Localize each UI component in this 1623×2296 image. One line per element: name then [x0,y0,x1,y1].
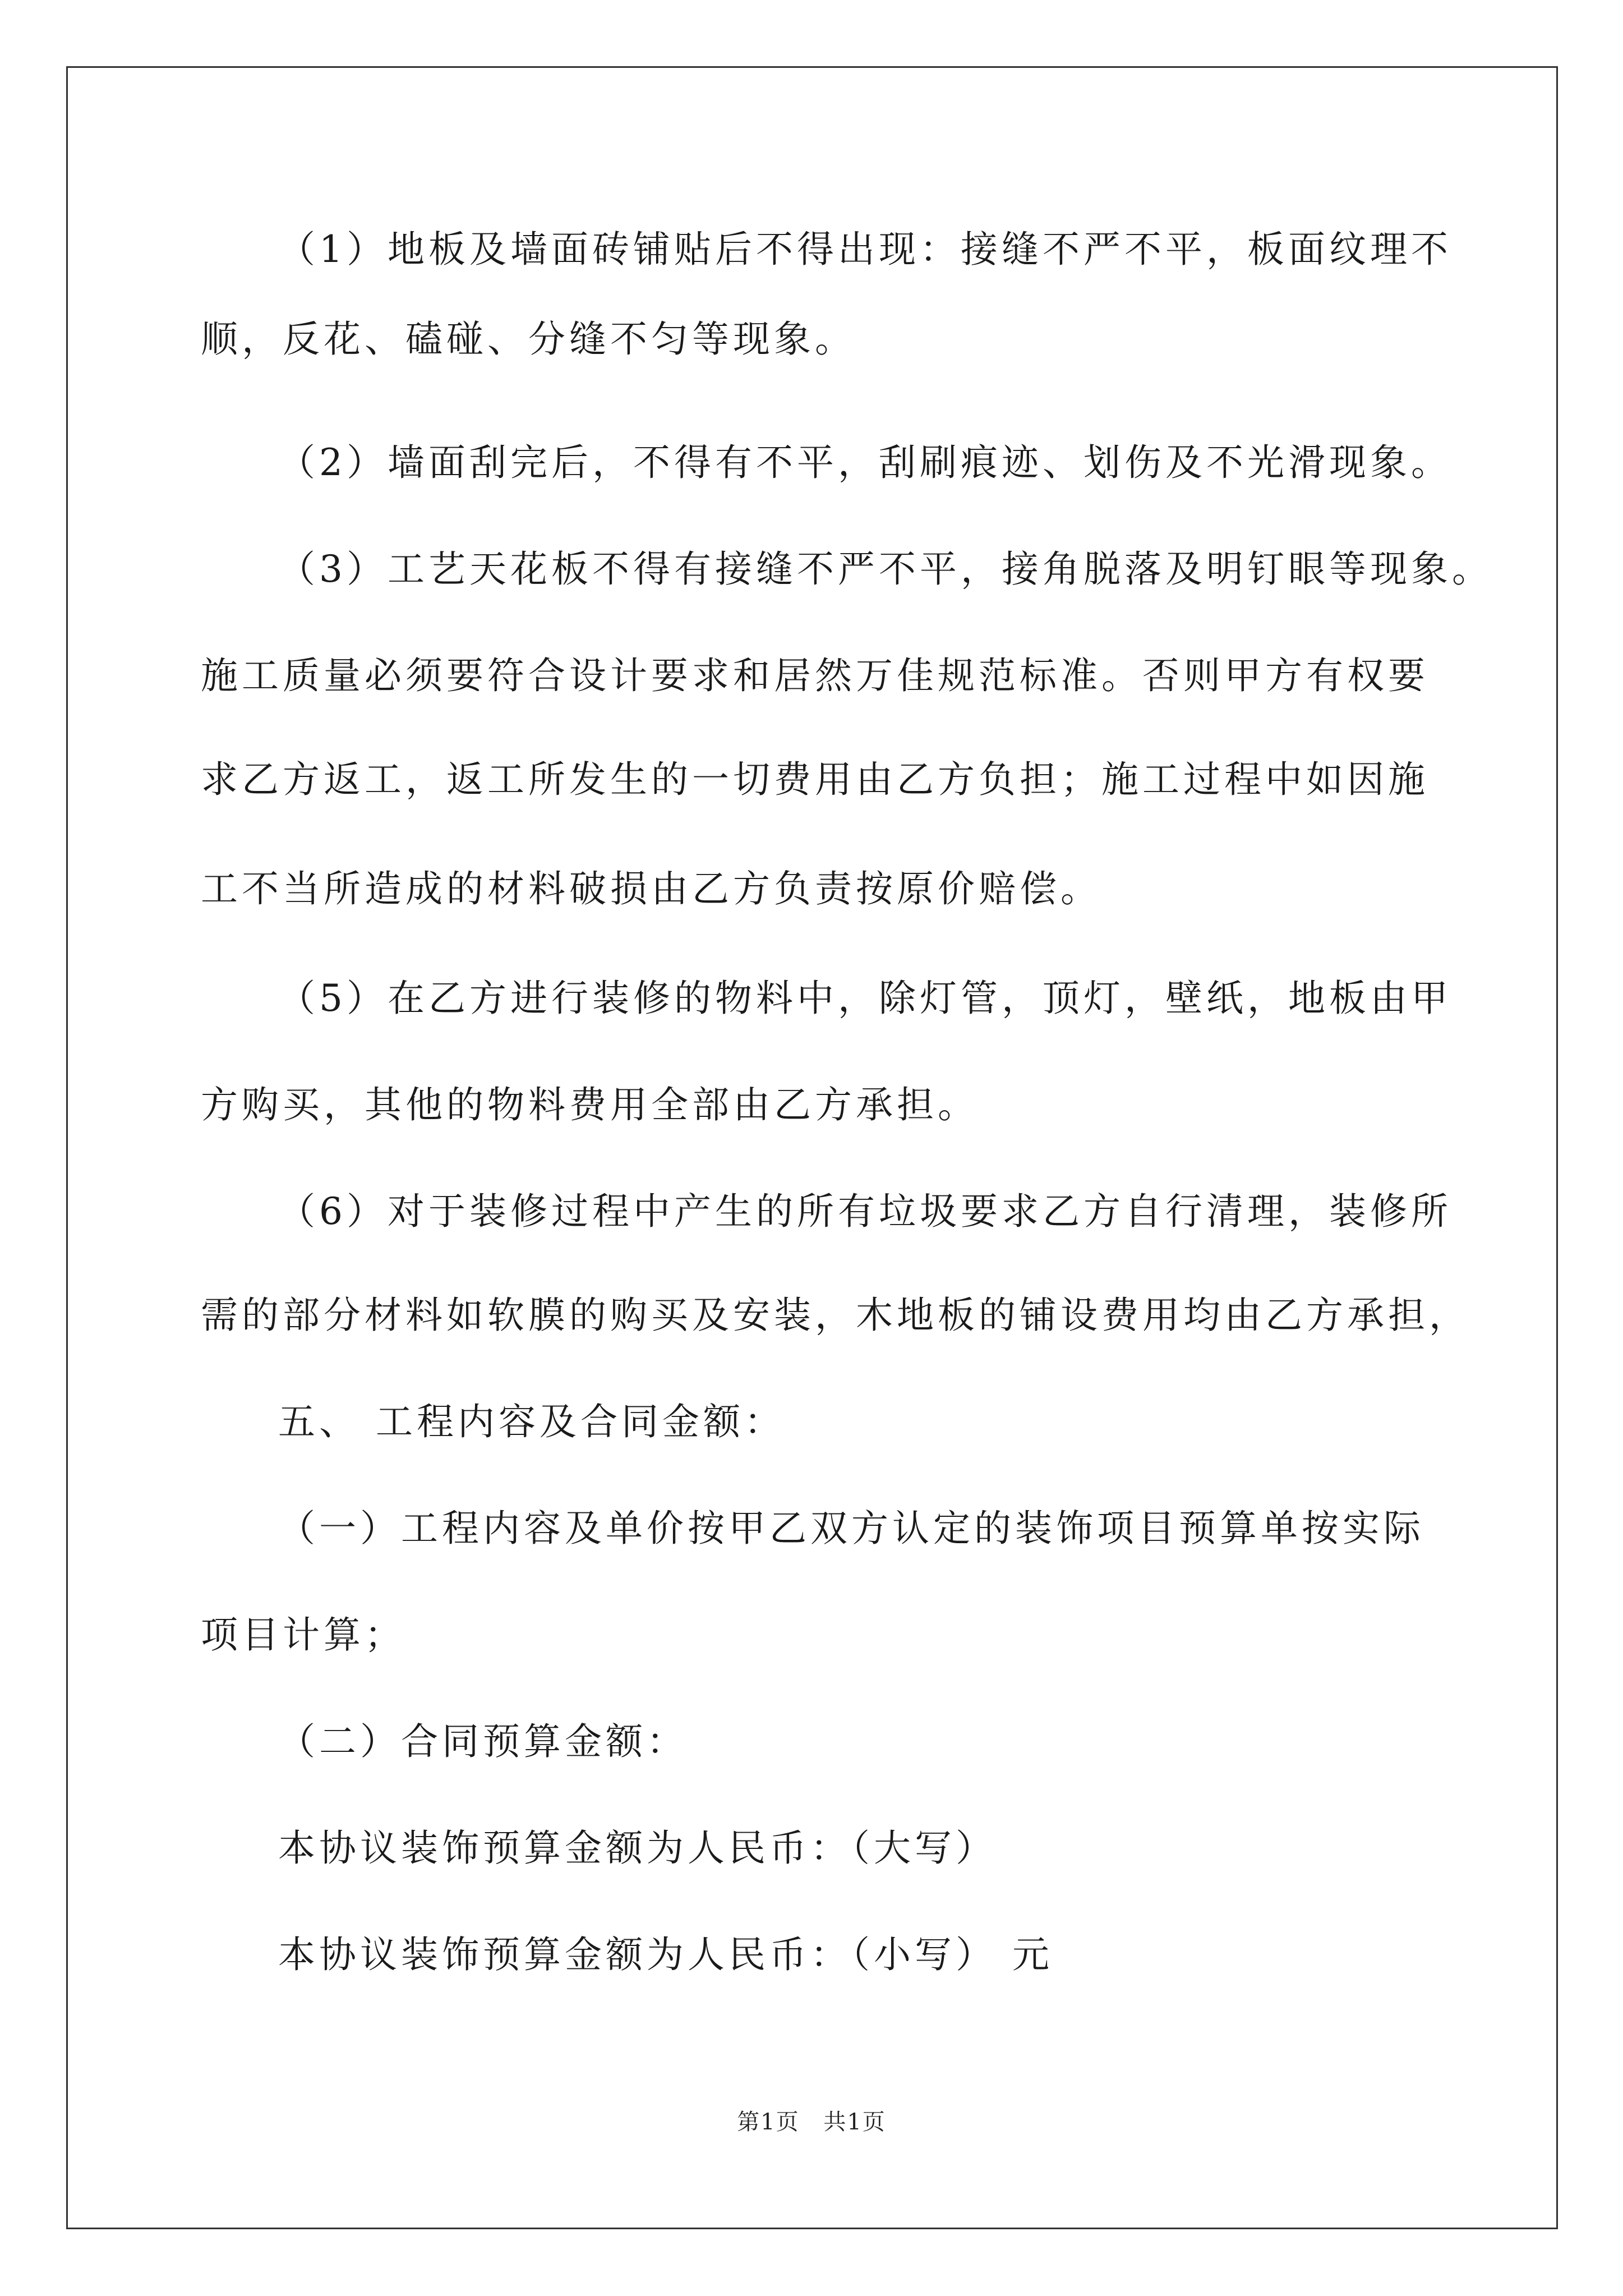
paragraph-line: （一）工程内容及单价按甲乙双方认定的装饰项目预算单按实际 [278,1507,1424,1550]
paragraph-line: （二）合同预算金额： [278,1720,688,1763]
paragraph-line: 需的部分材料如软膜的购买及安装，木地板的铺设费用均由乙方承担， [201,1294,1470,1337]
paragraph-line: 施工质量必须要符合设计要求和居然万佳规范标准。否则甲方有权要 [201,654,1429,697]
section-heading: 五、 工程内容及合同金额： [278,1400,785,1443]
paragraph-line: 求乙方返工，返工所发生的一切费用由乙方负担；施工过程中如因施 [201,758,1429,801]
page-number-current: 第1页 [737,2109,800,2135]
paragraph-line: （5）在乙方进行装修的物料中，除灯管，顶灯，壁纸，地板由甲 [278,977,1452,1020]
paragraph-line: 顺，反花、磕碰、分缝不匀等现象。 [201,318,856,361]
amount-uppercase-line: 本协议装饰预算金额为人民币：（大写） [278,1826,997,1870]
amount-lowercase-line: 本协议装饰预算金额为人民币：（小写） 元 [278,1933,1053,1976]
paragraph-line: 工不当所造成的材料破损由乙方负责按原价赔偿。 [201,867,1101,910]
paragraph-line: （1）地板及墙面砖铺贴后不得出现：接缝不严不平，板面纹理不 [278,228,1452,271]
paragraph-line: 方购买，其他的物料费用全部由乙方承担。 [201,1083,979,1126]
paragraph-line: 项目计算； [201,1613,405,1657]
paragraph-line: （2）墙面刮完后，不得有不平，刮刷痕迹、划伤及不光滑现象。 [278,441,1452,484]
page-number-total: 共1页 [823,2109,886,2135]
paragraph-line: （3）工艺天花板不得有接缝不严不平，接角脱落及明钉眼等现象。 [278,547,1493,591]
paragraph-line: （6）对于装修过程中产生的所有垃圾要求乙方自行清理，装修所 [278,1190,1452,1233]
page-footer [0,2108,1623,2136]
page-border [66,66,1558,2229]
